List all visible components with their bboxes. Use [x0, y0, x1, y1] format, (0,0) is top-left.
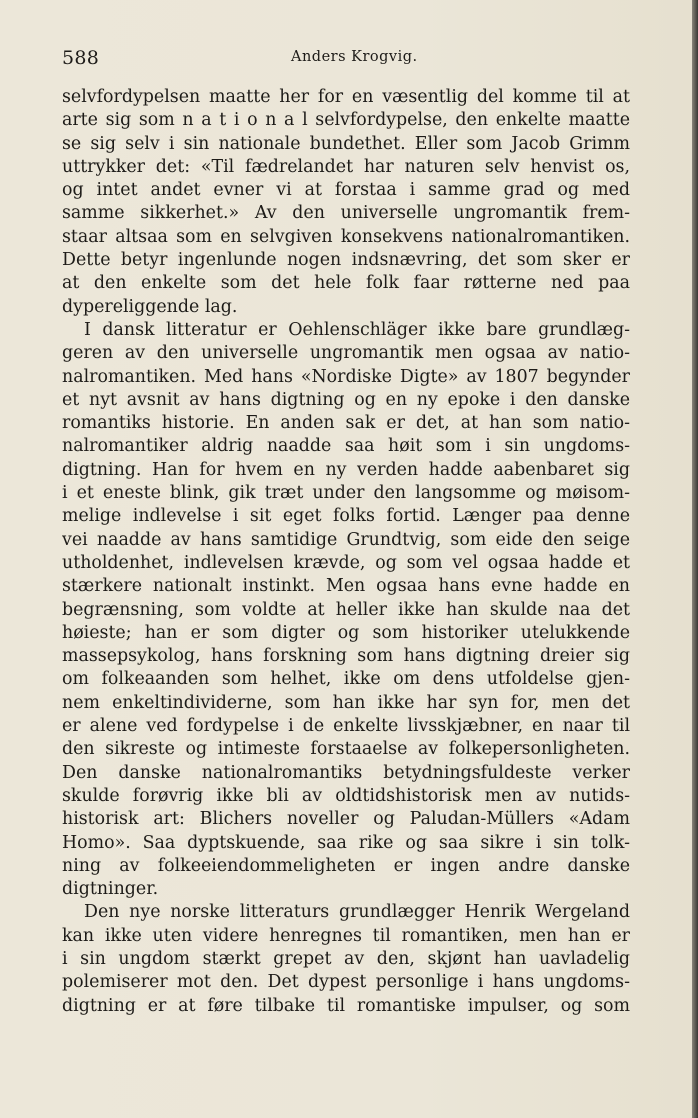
- text-line: er alene ved fordypelse i de enkelte livsskjæbner, en naar til: [62, 716, 630, 737]
- text-line: kan ikke uten videre henregnes til romantiken, men han er: [62, 925, 630, 946]
- text-line: digtning. Han for hvem en ny verden hadde aabenbaret sig: [62, 459, 630, 480]
- text-line: og intet andet evner vi at forstaa i samme grad og med: [62, 180, 630, 201]
- text-line: et nyt avsnit av hans digtning og en ny epoke i den danske: [62, 389, 630, 410]
- text-line: digtninger.: [62, 879, 159, 900]
- page-number: 588: [62, 47, 100, 69]
- text-line: begrænsning, som voldte at heller ikke han skulde naa det: [62, 599, 630, 620]
- text-line: Den danske nationalromantiks betydningsfuldeste verker: [62, 762, 630, 783]
- paragraph-start-line: I dansk litteratur er Oehlenschläger ikke bare grundlæg-: [84, 319, 630, 340]
- text-line: nalromantiken. Med hans «Nordiske Digte» av 1807 begynder: [62, 366, 630, 387]
- text-line: nalromantiker aldrig naadde saa høit som i sin ungdoms-: [62, 436, 630, 457]
- text-line: den sikreste og intimeste forstaaelse av folkepersonligheten.: [62, 739, 630, 760]
- text-line: nem enkeltindividerne, som han ikke har syn for, men det: [62, 692, 630, 713]
- text-line: melige indlevelse i sit eget folks fortid. Længer paa denne: [62, 506, 630, 527]
- text-line: Homo». Saa dyptskuende, saa rike og saa sikre i sin tolk-: [62, 832, 630, 853]
- text-line: at den enkelte som det hele folk faar røtterne ned paa: [62, 273, 630, 294]
- text-line: uttrykker det: «Til fædrelandet har naturen selv henvist os,: [62, 156, 630, 177]
- running-head: Anders Krogvig.: [291, 49, 418, 65]
- text-line: Dette betyr ingenlunde nogen indsnævring, det som sker er: [62, 250, 630, 271]
- text-line: stærkere nationalt instinkt. Men ogsaa hans evne hadde en: [62, 576, 630, 597]
- paragraph-start-line: Den nye norske litteraturs grundlægger Henrik Wergeland: [84, 902, 630, 923]
- text-line: digtning er at føre tilbake til romantiske impulser, og som: [62, 995, 630, 1016]
- text-line: massepsykolog, hans forskning som hans digtning dreier sig: [62, 646, 630, 667]
- text-line: polemiserer mot den. Det dypest personlige i hans ungdoms-: [62, 972, 630, 993]
- page-header: [62, 44, 632, 72]
- body-text: [62, 86, 630, 1018]
- text-line: historisk art: Blichers noveller og Paludan-Müllers «Adam: [62, 809, 630, 830]
- text-line: selvfordypelsen maatte her for en væsentlig del komme til at: [62, 87, 630, 107]
- text-line: høieste; han er som digter og som historiker utelukkende: [62, 622, 630, 643]
- text-line: staar altsaa som en selvgiven konsekvens nationalromantiken.: [62, 226, 630, 247]
- text-line: arte sig som n a t i o n a l selvfordypelse, den enkelte maatte: [62, 110, 630, 131]
- text-line: geren av den universelle ungromantik men ogsaa av natio-: [62, 343, 630, 364]
- text-line: i et eneste blink, gik træt under den langsomme og møisom-: [62, 483, 630, 504]
- text-line: i sin ungdom stærkt grepet av den, skjønt han uavladelig: [62, 948, 630, 969]
- text-line: romantiks historie. En anden sak er det, at han som natio-: [62, 413, 630, 434]
- text-line: ning av folkeeiendommeligheten er ingen andre danske: [62, 855, 630, 876]
- text-line: samme sikkerhet.» Av den universelle ungromantik frem-: [62, 203, 630, 224]
- text-line: utholdenhet, indlevelsen krævde, og som vel ogsaa hadde et: [62, 552, 630, 573]
- page-edge-shadow: [692, 0, 698, 1118]
- text-line: se sig selv i sin nationale bundethet. Eller som Jacob Grimm: [62, 133, 630, 154]
- text-line: dypereliggende lag.: [62, 296, 238, 317]
- text-line: vei naadde av hans samtidige Grundtvig, som eide den seige: [62, 529, 630, 550]
- text-line: om folkeaanden som helhet, ikke om dens utfoldelse gjen-: [62, 669, 630, 690]
- text-line: skulde forøvrig ikke bli av oldtidshistorisk men av nutids-: [62, 785, 630, 806]
